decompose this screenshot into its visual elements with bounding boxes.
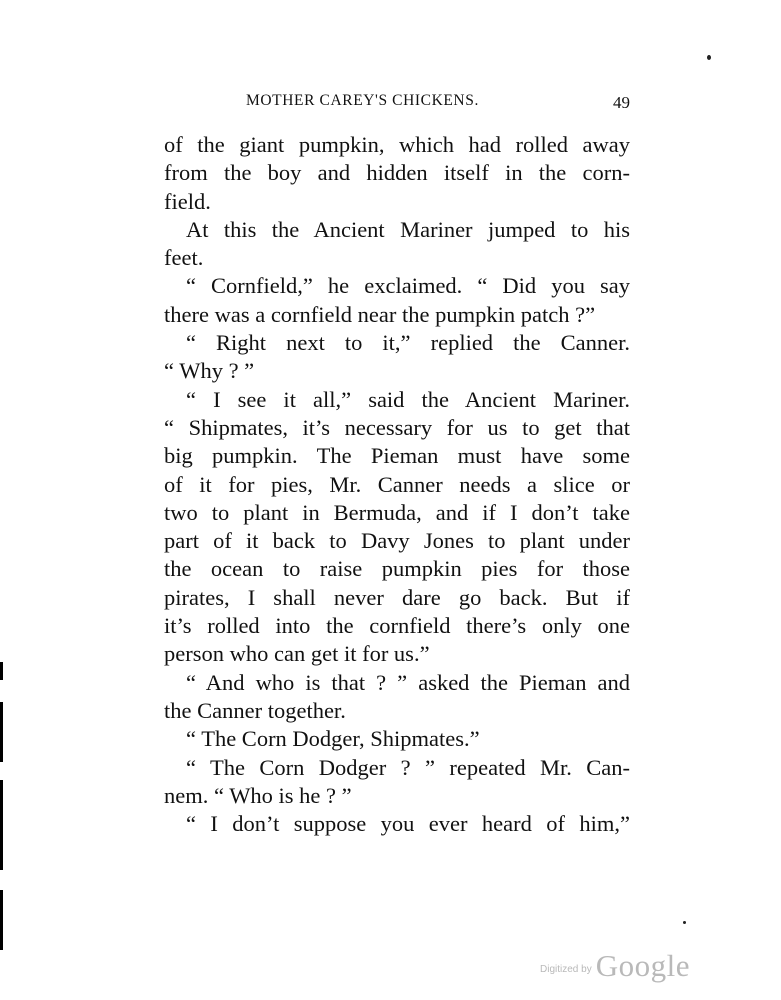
text-line: “ I don’t suppose you ever heard of him,” xyxy=(186,811,630,837)
text-line: it’s rolled into the cornfield there’s only one xyxy=(164,613,630,639)
text-line: “ Cornfield,” he exclaimed. “ Did you say xyxy=(186,273,630,299)
text-line: of the giant pumpkin, which had rolled away xyxy=(164,132,630,157)
text-line: person who can get it for us.” xyxy=(164,641,430,667)
text-line: “ Right next to it,” replied the Canner. xyxy=(186,330,630,356)
body-text xyxy=(164,131,630,838)
ink-speck xyxy=(683,921,686,924)
ink-speck xyxy=(707,55,711,60)
text-line: pirates, I shall never dare go back. But if xyxy=(164,584,630,610)
text-line: “ The Corn Dodger ? ” repeated Mr. Can- xyxy=(186,754,630,780)
text-line: “ And who is that ? ” asked the Pieman and xyxy=(186,669,630,695)
text-line: two to plant in Bermuda, and if I don’t take xyxy=(164,499,630,525)
page-number: 49 xyxy=(613,93,630,112)
text-line: “ The Corn Dodger, Shipmates.” xyxy=(186,726,480,752)
text-line: part of it back to Davy Jones to plant under xyxy=(164,528,630,554)
text-line: “ I see it all,” said the Ancient Mariner. xyxy=(186,386,630,412)
text-line: big pumpkin. The Pieman must have some xyxy=(164,443,630,469)
text-line: of it for pies, Mr. Canner needs a slice or xyxy=(164,471,630,497)
text-line: there was a cornfield near the pumpkin patch ?” xyxy=(164,301,596,327)
text-line: from the boy and hidden itself in the corn- xyxy=(164,160,630,186)
page-edge-mark xyxy=(0,890,3,950)
watermark-prefix: Digitized by xyxy=(540,964,592,975)
running-head-title: MOTHER CAREY'S CHICKENS. xyxy=(246,92,479,109)
text-line: the ocean to raise pumpkin pies for those xyxy=(164,556,630,582)
page-edge-mark xyxy=(0,662,3,680)
digitized-watermark xyxy=(540,948,690,984)
google-logo: Google xyxy=(595,948,690,983)
page-edge-mark xyxy=(0,780,3,870)
text-line: “ Shipmates, it’s necessary for us to get that xyxy=(164,414,630,440)
text-line: “ Why ? ” xyxy=(164,358,255,384)
page-edge-mark xyxy=(0,702,3,762)
text-line: feet. xyxy=(164,245,204,271)
text-line: the Canner together. xyxy=(164,697,346,723)
text-line: At this the Ancient Mariner jumped to his xyxy=(186,216,630,242)
text-line: nem. “ Who is he ? ” xyxy=(164,782,352,808)
text-line: field. xyxy=(164,188,211,214)
